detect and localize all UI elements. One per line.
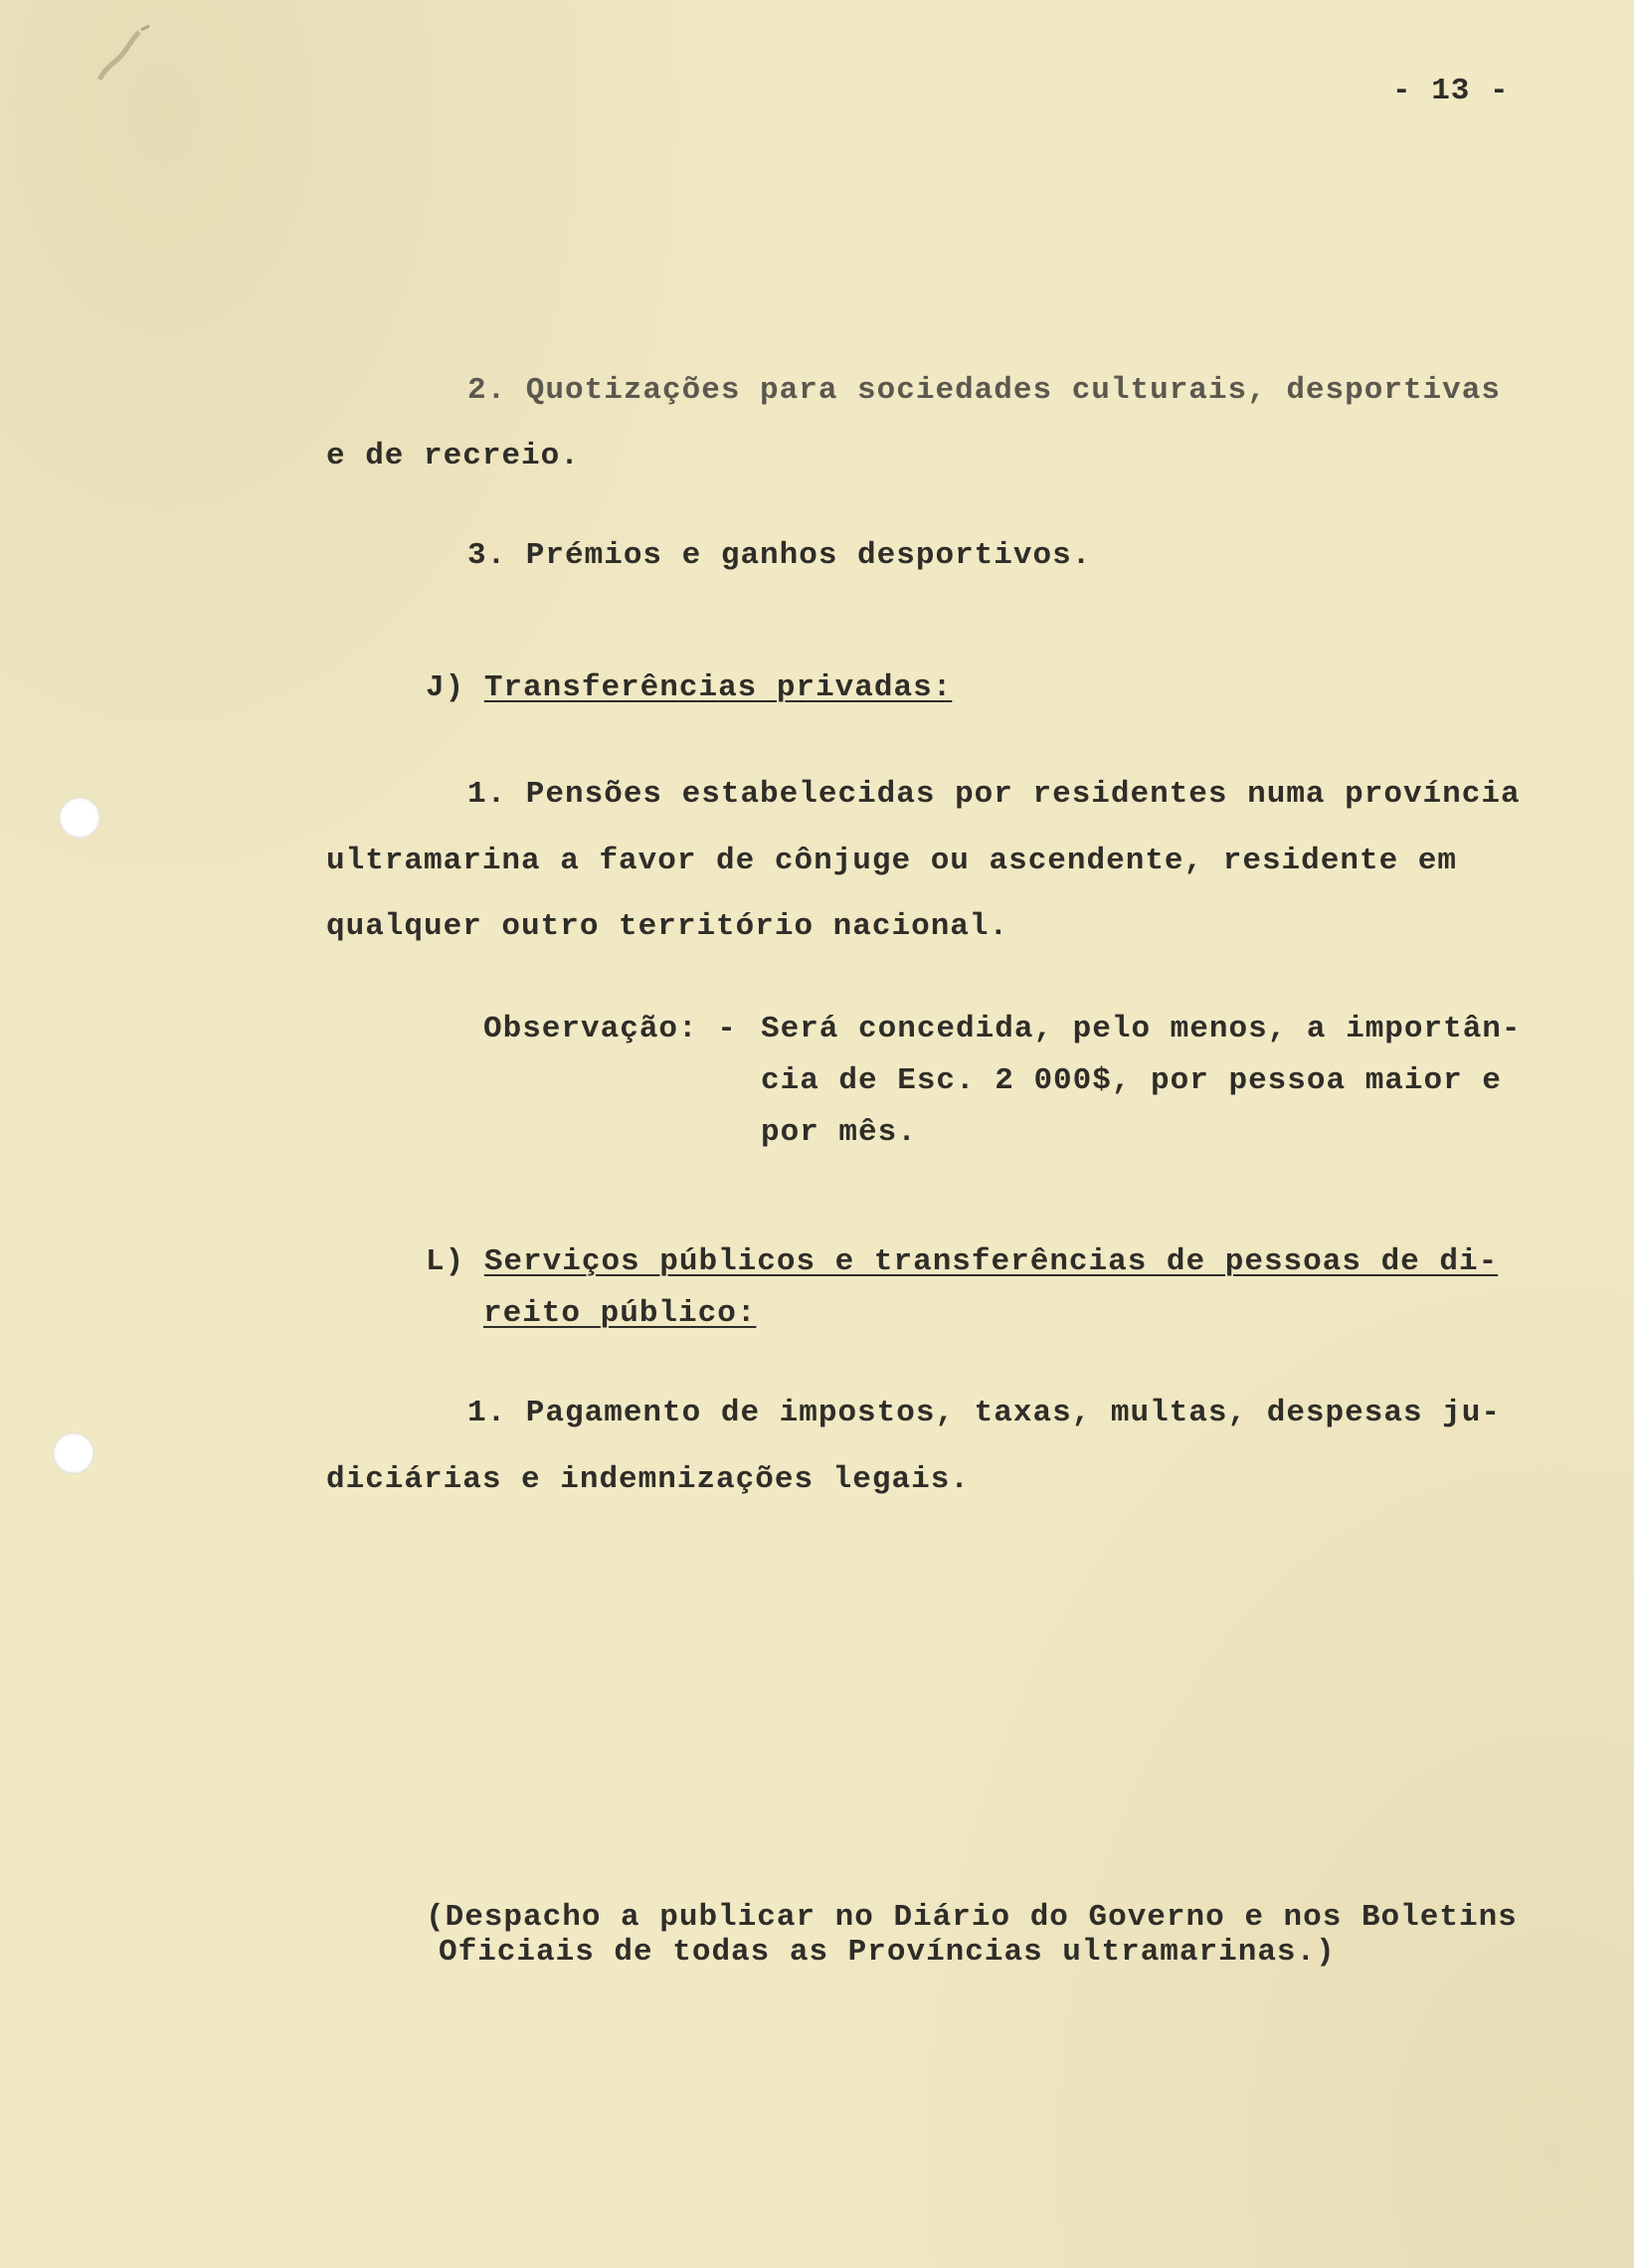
punch-hole-top — [59, 797, 100, 839]
item-l1-line-2: diciárias e indemnizações legais. — [326, 1462, 970, 1497]
item-3-line-1: 3. Prémios e ganhos desportivos. — [467, 538, 1092, 573]
observation-line-1: Será concedida, pelo menos, a importân- — [761, 1012, 1522, 1046]
section-l-title-line-1: Serviços públicos e transferências de pessoas de di- — [483, 1244, 1499, 1279]
section-j-title: Transferências privadas: — [483, 670, 953, 705]
item-l1-line-1: 1. Pagamento de impostos, taxas, multas, despesas ju- — [467, 1396, 1501, 1430]
item-j1-line-2: ultramarina a favor de cônjuge ou ascendente, residente em — [326, 844, 1457, 878]
paper-damage-mark — [80, 20, 159, 99]
section-l-title-line-2: reito público: — [483, 1296, 757, 1331]
section-j-heading — [426, 670, 952, 705]
page-number: - 13 - — [1392, 74, 1510, 108]
observation-line-3: por mês. — [761, 1115, 917, 1150]
item-j1-line-3: qualquer outro território nacional. — [326, 909, 1009, 944]
item-j1-line-1: 1. Pensões estabelecidas por residentes numa província — [467, 777, 1521, 812]
section-j-marker: J) — [426, 670, 465, 705]
item-2-line-1: 2. Quotizações para sociedades culturais, desportivas — [467, 373, 1501, 408]
observation-line-2: cia de Esc. 2 000$, por pessoa maior e — [761, 1063, 1502, 1098]
section-l-heading — [426, 1244, 1498, 1279]
footer-line-1: (Despacho a publicar no Diário do Governo e nos Boletins — [426, 1900, 1518, 1935]
punch-hole-bottom — [53, 1432, 94, 1474]
observation-label: Observação: - — [483, 1012, 737, 1046]
section-l-marker: L) — [426, 1244, 465, 1279]
footer-line-2: Oficiais de todas as Províncias ultramarinas.) — [439, 1935, 1336, 1970]
item-2-line-2: e de recreio. — [326, 439, 580, 473]
